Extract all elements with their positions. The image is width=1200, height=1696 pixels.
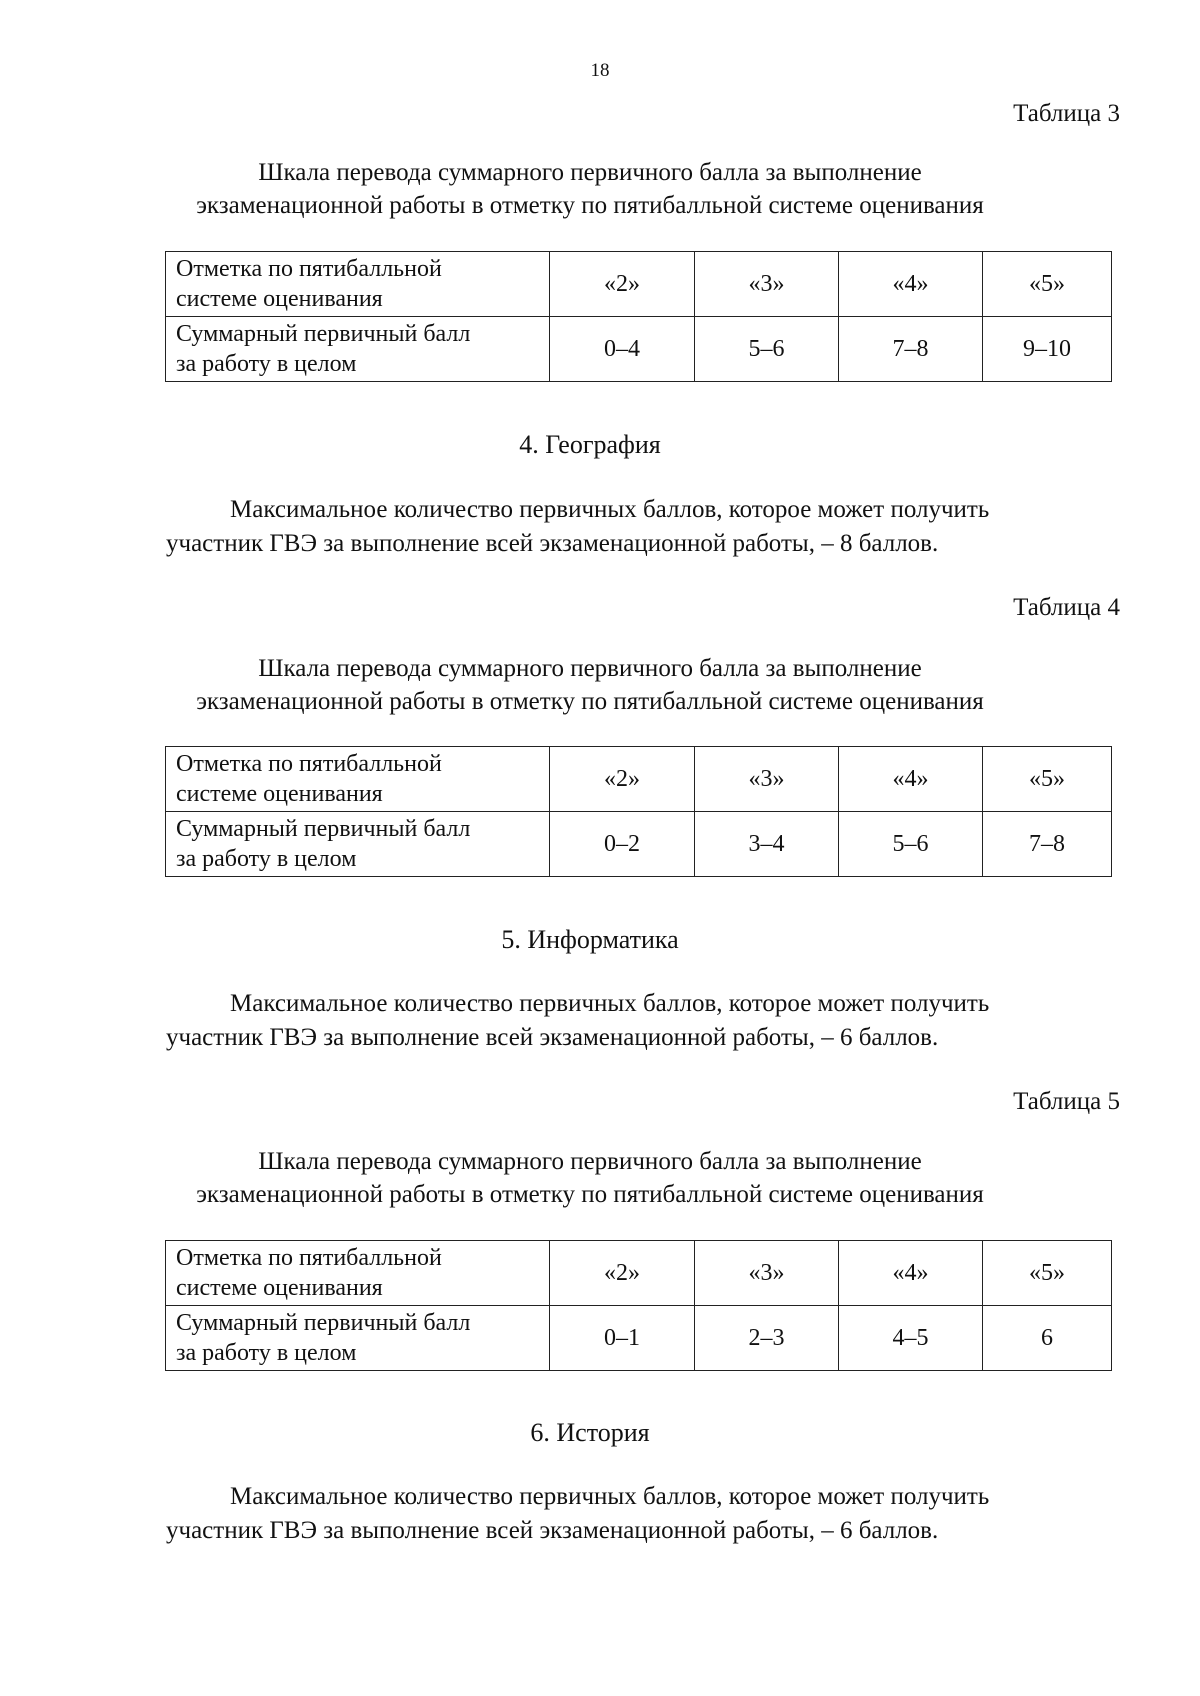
- score-cell: 7–8: [983, 812, 1112, 877]
- row-header-grade: [166, 747, 550, 812]
- table-caption-3: [150, 156, 1030, 222]
- grade-cell: «3»: [695, 747, 839, 812]
- paragraph-line: участник ГВЭ за выполнение всей экзаменационной работы, – 6 баллов.: [166, 1517, 939, 1544]
- row-header-line: системе оценивания: [176, 781, 383, 807]
- row-header-line: Суммарный первичный балл: [176, 1310, 471, 1336]
- paragraph-line: Максимальное количество первичных баллов, которое может получить: [230, 990, 990, 1017]
- table-label-3: Таблица 3: [1013, 100, 1120, 127]
- caption-line: экзаменационной работы в отметку по пятибалльной системе оценивания: [196, 192, 984, 219]
- table-row: [166, 1306, 1112, 1371]
- row-header-line: за работу в целом: [176, 846, 357, 872]
- grade-cell: «4»: [839, 1241, 983, 1306]
- score-cell: 6: [983, 1306, 1112, 1371]
- row-header-score: [166, 1306, 550, 1371]
- table-row: [166, 252, 1112, 317]
- table-row: [166, 317, 1112, 382]
- score-cell: 0–1: [550, 1306, 695, 1371]
- table-row: [166, 812, 1112, 877]
- row-header-line: Суммарный первичный балл: [176, 816, 471, 842]
- row-header-line: Отметка по пятибалльной: [176, 751, 442, 777]
- score-cell: 4–5: [839, 1306, 983, 1371]
- score-cell: 5–6: [839, 812, 983, 877]
- paragraph-line: Максимальное количество первичных баллов, которое может получить: [230, 1483, 990, 1510]
- row-header-line: Отметка по пятибалльной: [176, 1245, 442, 1271]
- row-header-line: Отметка по пятибалльной: [176, 256, 442, 282]
- paragraph-line: участник ГВЭ за выполнение всей экзаменационной работы, – 6 баллов.: [166, 1024, 939, 1051]
- grade-cell: «2»: [550, 1241, 695, 1306]
- row-header-score: [166, 812, 550, 877]
- grade-cell: «4»: [839, 252, 983, 317]
- caption-line: Шкала перевода суммарного первичного балла за выполнение: [258, 655, 922, 682]
- table-label-4: Таблица 4: [1013, 594, 1120, 621]
- section-heading-informatics: 5. Информатика: [501, 925, 679, 954]
- table-caption-4: [150, 652, 1030, 718]
- row-header-grade: [166, 1241, 550, 1306]
- row-header-line: за работу в целом: [176, 351, 357, 377]
- score-cell: 5–6: [695, 317, 839, 382]
- paragraph-line: Максимальное количество первичных баллов, которое может получить: [230, 496, 990, 523]
- grade-table-3: [165, 251, 1112, 382]
- caption-line: Шкала перевода суммарного первичного балла за выполнение: [258, 1148, 922, 1175]
- score-cell: 0–2: [550, 812, 695, 877]
- section-heading-history: 6. История: [530, 1418, 650, 1447]
- table-label-5: Таблица 5: [1013, 1088, 1120, 1115]
- grade-cell: «5»: [983, 747, 1112, 812]
- section-paragraph: [166, 1480, 1046, 1548]
- row-header-line: системе оценивания: [176, 286, 383, 312]
- score-cell: 0–4: [550, 317, 695, 382]
- grade-cell: «5»: [983, 252, 1112, 317]
- grade-table-4: [165, 746, 1112, 877]
- grade-cell: «3»: [695, 252, 839, 317]
- table-caption-5: [150, 1145, 1030, 1211]
- score-cell: 2–3: [695, 1306, 839, 1371]
- caption-line: экзаменационной работы в отметку по пятибалльной системе оценивания: [196, 688, 984, 715]
- page-number: 18: [590, 60, 610, 81]
- row-header-line: за работу в целом: [176, 1340, 357, 1366]
- table-row: [166, 747, 1112, 812]
- score-cell: 7–8: [839, 317, 983, 382]
- section-paragraph: [166, 493, 1046, 561]
- grade-table-5: [165, 1240, 1112, 1371]
- caption-line: Шкала перевода суммарного первичного балла за выполнение: [258, 159, 922, 186]
- caption-line: экзаменационной работы в отметку по пятибалльной системе оценивания: [196, 1181, 984, 1208]
- score-cell: 3–4: [695, 812, 839, 877]
- row-header-line: системе оценивания: [176, 1275, 383, 1301]
- row-header-grade: [166, 252, 550, 317]
- table-row: [166, 1241, 1112, 1306]
- grade-cell: «5»: [983, 1241, 1112, 1306]
- row-header-score: [166, 317, 550, 382]
- grade-cell: «2»: [550, 747, 695, 812]
- section-paragraph: [166, 987, 1046, 1055]
- paragraph-line: участник ГВЭ за выполнение всей экзаменационной работы, – 8 баллов.: [166, 530, 939, 557]
- section-heading-geography: 4. География: [519, 430, 661, 459]
- grade-cell: «4»: [839, 747, 983, 812]
- row-header-line: Суммарный первичный балл: [176, 321, 471, 347]
- grade-cell: «3»: [695, 1241, 839, 1306]
- score-cell: 9–10: [983, 317, 1112, 382]
- grade-cell: «2»: [550, 252, 695, 317]
